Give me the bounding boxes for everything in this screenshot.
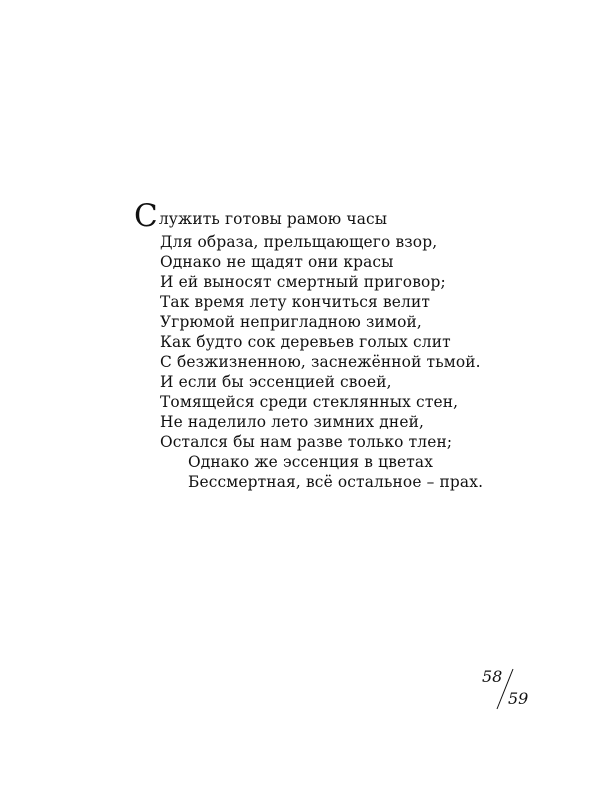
poem-line-4: И ей выносят смертный приговор; xyxy=(160,273,446,291)
poem-line-1-text: лужить готовы рамою часы xyxy=(158,210,388,228)
poem-line-5: Так время лету кончиться велит xyxy=(160,293,431,311)
couplet-line-1: Однако же эссенция в цветах xyxy=(188,453,434,471)
poem-line-10: Томящейся среди стеклянных стен, xyxy=(160,393,459,411)
poem-line-8: С безжизненною, заснежённой тьмой. xyxy=(160,353,481,371)
page-number-right: 59 xyxy=(508,689,529,708)
page-numbers xyxy=(482,667,542,713)
poem-line-12: Остался бы нам разве только тлен; xyxy=(160,433,453,451)
couplet-line-2: Бессмертная, всё остальное – прах. xyxy=(188,473,484,491)
poem-line-3: Однако не щадят они красы xyxy=(160,253,394,271)
poem-line-2: Для образа, прельщающего взор, xyxy=(160,233,438,251)
poem-line-11: Не наделило лето зимних дней, xyxy=(160,413,425,431)
poem-line-1 xyxy=(134,198,388,234)
poem-line-9: И если бы эссенцией своей, xyxy=(160,373,392,391)
page-number-left: 58 xyxy=(482,667,503,686)
poem-line-7: Как будто сок деревьев голых слит xyxy=(160,333,451,351)
drop-cap: С xyxy=(134,198,158,234)
poem-line-6: Угрюмой непригладною зимой, xyxy=(160,313,422,331)
